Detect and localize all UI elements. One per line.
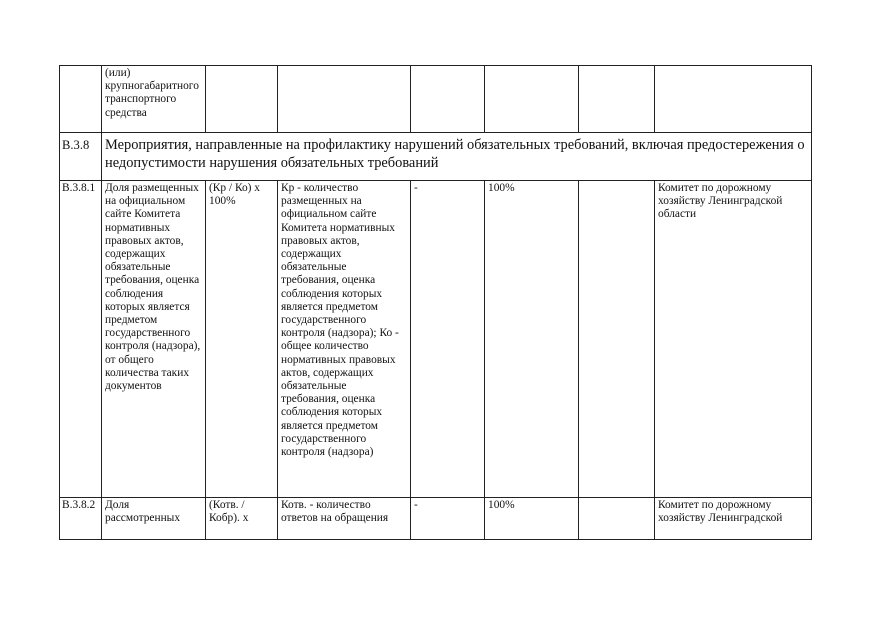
cell-explanation: Кр - количество размещенных на официальном сайте Комитета нормативных правовых актов, содержащих обязательные требования, оценка соблюдения которых является предметом государственного контроля (надзора); Ко - общее количество нормативных правовых актов, содержащих обязательные требования, оценка соблюдения которых является предметом государственного контроля (надзора) [278, 181, 411, 498]
cell-actual [579, 498, 655, 540]
cell-actual [579, 66, 655, 133]
cell-formula: (Кр / Ко) х 100% [206, 181, 278, 498]
cell-explanation: Котв. - количество ответов на обращения [278, 498, 411, 540]
table-row [60, 498, 812, 540]
cell-base: - [411, 498, 485, 540]
cell-number: B.3.8.1 [60, 181, 102, 498]
cell-indicator: Доля рассмотренных [102, 498, 206, 540]
cell-responsible: Комитет по дорожному хозяйству Ленинградской [655, 498, 812, 540]
cell-target: 100% [485, 498, 579, 540]
cell-number [60, 66, 102, 133]
section-row [60, 133, 812, 181]
section-title: Мероприятия, направленные на профилактику нарушений обязательных требований, включая предостережения о недопустимости нарушения обязательных требований [102, 133, 812, 181]
cell-indicator: (или) крупногабаритного транспортного средства [102, 66, 206, 133]
cell-number: B.3.8.2 [60, 498, 102, 540]
cell-responsible: Комитет по дорожному хозяйству Ленинградской области [655, 181, 812, 498]
cell-target [485, 66, 579, 133]
cell-explanation [278, 66, 411, 133]
cell-base: - [411, 181, 485, 498]
cell-indicator: Доля размещенных на официальном сайте Комитета нормативных правовых актов, содержащих обязательные требования, оценка соблюдения которых является предметом государственного контроля (надзора), от общего количества таких документов [102, 181, 206, 498]
cell-actual [579, 181, 655, 498]
cell-formula: (Котв. / Кобр). х [206, 498, 278, 540]
section-number: B.3.8 [60, 133, 102, 181]
cell-responsible [655, 66, 812, 133]
table-row [60, 181, 812, 498]
indicators-table [59, 65, 812, 540]
cell-target: 100% [485, 181, 579, 498]
cell-formula [206, 66, 278, 133]
table-row-continuation [60, 66, 812, 133]
cell-base [411, 66, 485, 133]
